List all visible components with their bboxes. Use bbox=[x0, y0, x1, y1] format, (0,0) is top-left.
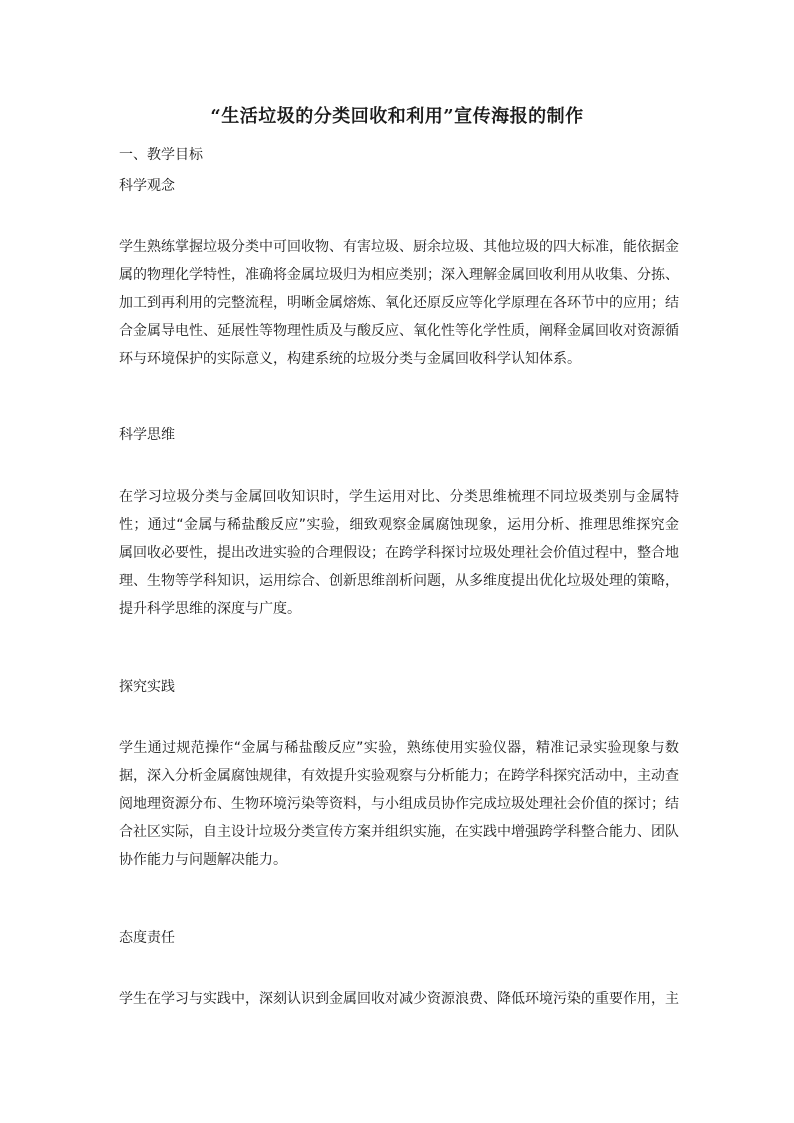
subheading-scientific-concepts: 科学观念 bbox=[119, 178, 175, 194]
paragraph-scientific-thinking: 在学习垃圾分类与金属回收知识时，学生运用对比、分类思维梳理不同垃圾类别与金属特性；通过“金属与稀盐酸反应”实验，细致观察金属腐蚀现象，运用分析、推理思维探究金属回收必要性，提出改进实验的合理假设；在跨学科探讨垃圾处理社会价值过程中，整合地理、生物等学科知识，运用综合、创新思维剖析问题，从多维度提出优化垃圾处理的策略，提升科学思维的深度与广度。 bbox=[119, 489, 679, 617]
subheading-inquiry-practice: 探究实践 bbox=[119, 679, 175, 695]
subheading-scientific-thinking: 科学思维 bbox=[119, 427, 175, 443]
section-heading-objectives: 一、教学目标 bbox=[119, 147, 203, 163]
paragraph-attitude-responsibility: 学生在学习与实践中，深刻认识到金属回收对减少资源浪费、降低环境污染的重要作用，主 bbox=[119, 991, 679, 1007]
paragraph-scientific-concepts: 学生熟练掌握垃圾分类中可回收物、有害垃圾、厨余垃圾、其他垃圾的四大标准，能依据金属的物理化学特性，准确将金属垃圾归为相应类别；深入理解金属回收利用从收集、分拣、加工到再利用的完整流程，明晰金属熔炼、氧化还原反应等化学原理在各环节中的应用；结合金属导电性、延展性等物理性质及与酸反应、氧化性等化学性质，阐释金属回收对资源循环与环境保护的实际意义，构建系统的垃圾分类与金属回收科学认知体系。 bbox=[119, 239, 679, 367]
document-title: “生活垃圾的分类回收和利用”宣传海报的制作 bbox=[210, 106, 584, 127]
subheading-attitude-responsibility: 态度责任 bbox=[119, 930, 175, 946]
paragraph-inquiry-practice: 学生通过规范操作“金属与稀盐酸反应”实验，熟练使用实验仪器，精准记录实验现象与数据，深入分析金属腐蚀规律，有效提升实验观察与分析能力；在跨学科探究活动中，主动查阅地理资源分布、生物环境污染等资料，与小组成员协作完成垃圾处理社会价值的探讨；结合社区实际，自主设计垃圾分类宣传方案并组织实施，在实践中增强跨学科整合能力、团队协作能力与问题解决能力。 bbox=[119, 740, 679, 868]
